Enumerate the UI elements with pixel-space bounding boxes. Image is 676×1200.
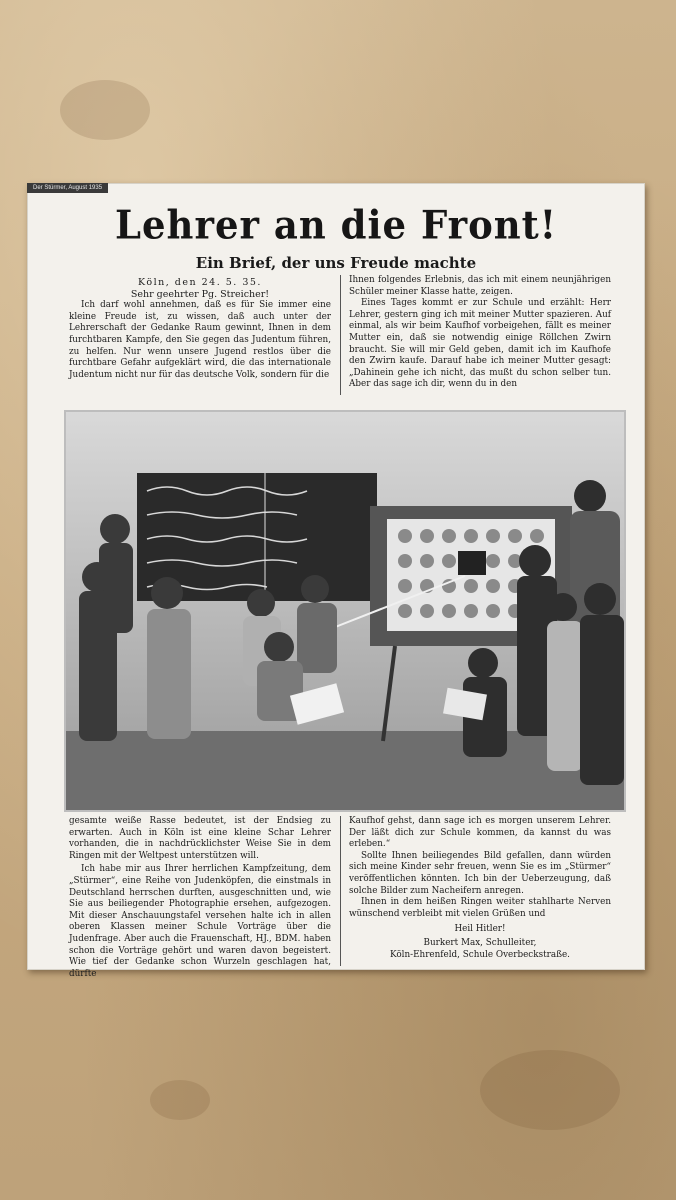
letter-text: Ich habe mir aus Ihrer herrlichen Kampfzeitung, dem „Stürmer“, eine Reihe von Judenköpfen, die einstmals in Deutschland herrschen durften, ausgeschnitten und, wie Sie aus beiliegender Photographie ersehen, aufgezogen. Mit dieser Anschauungstafel versehen halte ich in allen oberen Klassen meiner Schule Vorträge über die Judenfrage. Aber auch die Frauenschaft, HJ., BDM. haben schon die Vorträge gehört und waren davon begeistert. Wie tief der Gedanke schon Wurzeln geschlagen hat, dürfte <box>69 864 331 979</box>
subhead: Ein Brief, der uns Freude machte <box>195 254 477 272</box>
top-right-column <box>349 275 611 391</box>
column-divider <box>340 275 341 395</box>
letter-text: Ich darf wohl annehmen, daß es für Sie immer eine kleine Freude ist, zu wissen, daß auch unter der Lehrerschaft der Gedanke Raum gewinnt, Ihnen in dem furchtbaren Kampfe, den Sie gegen das Judentum führen, zu helfen. Nur wenn unsere Jugend restlos über die furchtbare Gefahr aufgeklärt wird, die das internationale Judentum nicht nur für das deutsche Volk, sondern für die <box>69 300 331 380</box>
letter-text: Ihnen folgendes Erlebnis, das ich mit einem neunjährigen Schüler meiner Klasse hatte, zeigen. <box>349 275 611 297</box>
wall-stain <box>480 1050 620 1130</box>
wall-stain <box>60 80 150 140</box>
letter-text: gesamte weiße Rasse bedeutet, ist der Endsieg zu erwarten. Auch in Köln ist eine kleine Schar Lehrer vorhanden, die in nachdrücklichster Weise Sie in dem Ringen mit der Weltpest unterstützen will. <box>69 816 331 861</box>
caption-tag: Der Stürmer, August 1935 <box>27 183 108 193</box>
salutation: Sehr geehrter Pg. Streicher! <box>130 288 270 300</box>
poster-board <box>27 183 645 979</box>
classroom-scene <box>65 411 625 811</box>
date-line: Köln, den 24. 5. 35. <box>138 277 262 288</box>
letter-text: Ihnen in dem heißen Ringen weiter stahlharte Nerven wünschend verbleibt mit vielen Grüßen und <box>349 897 611 919</box>
top-left-column <box>69 277 331 381</box>
bottom-right-column <box>349 816 611 961</box>
letter-text: Sollte Ihnen beiliegendes Bild gefallen, dann würden sich meine Kinder sehr freuen, wenn Sie es im „Stürmer“ veröffentlichen könnten. Ich bin der Ueberzeugung, daß solche Bilder zum Nacheifern anregen. <box>349 850 611 896</box>
bottom-left-column <box>69 816 331 980</box>
closing: Heil Hitler! <box>454 924 506 935</box>
headline: Lehrer an die Front! <box>115 201 557 249</box>
signature-name: Burkert Max, Schulleiter, <box>423 937 537 948</box>
letter-text: Eines Tages kommt er zur Schule und erzählt: Herr Lehrer, gestern ging ich mit meiner Mutter spazieren. Auf einmal, als wir beim Kaufhof vorbeigehen, fällt es meiner Mutter ein, daß sie notwendig einige Röllchen Zwirn braucht. Sie will mir Geld geben, damit ich im Kaufhofe den Zwirn kaufe. Darauf habe ich meiner Mutter gesagt: „Dahinein gehe ich nicht, das mußt du schon selber tun. Aber das sage ich dir, wenn du in den <box>349 298 611 390</box>
letter-text: Kaufhof gehst, dann sage ich es morgen unserem Lehrer. Der läßt dich zur Schule kommen, da kannst du was erleben.“ <box>349 816 611 850</box>
signature-location: Köln-Ehrenfeld, Schule Overbeckstraße. <box>390 949 570 960</box>
classroom-photograph <box>65 411 625 811</box>
column-divider <box>340 816 341 966</box>
wall-stain <box>150 1080 210 1120</box>
